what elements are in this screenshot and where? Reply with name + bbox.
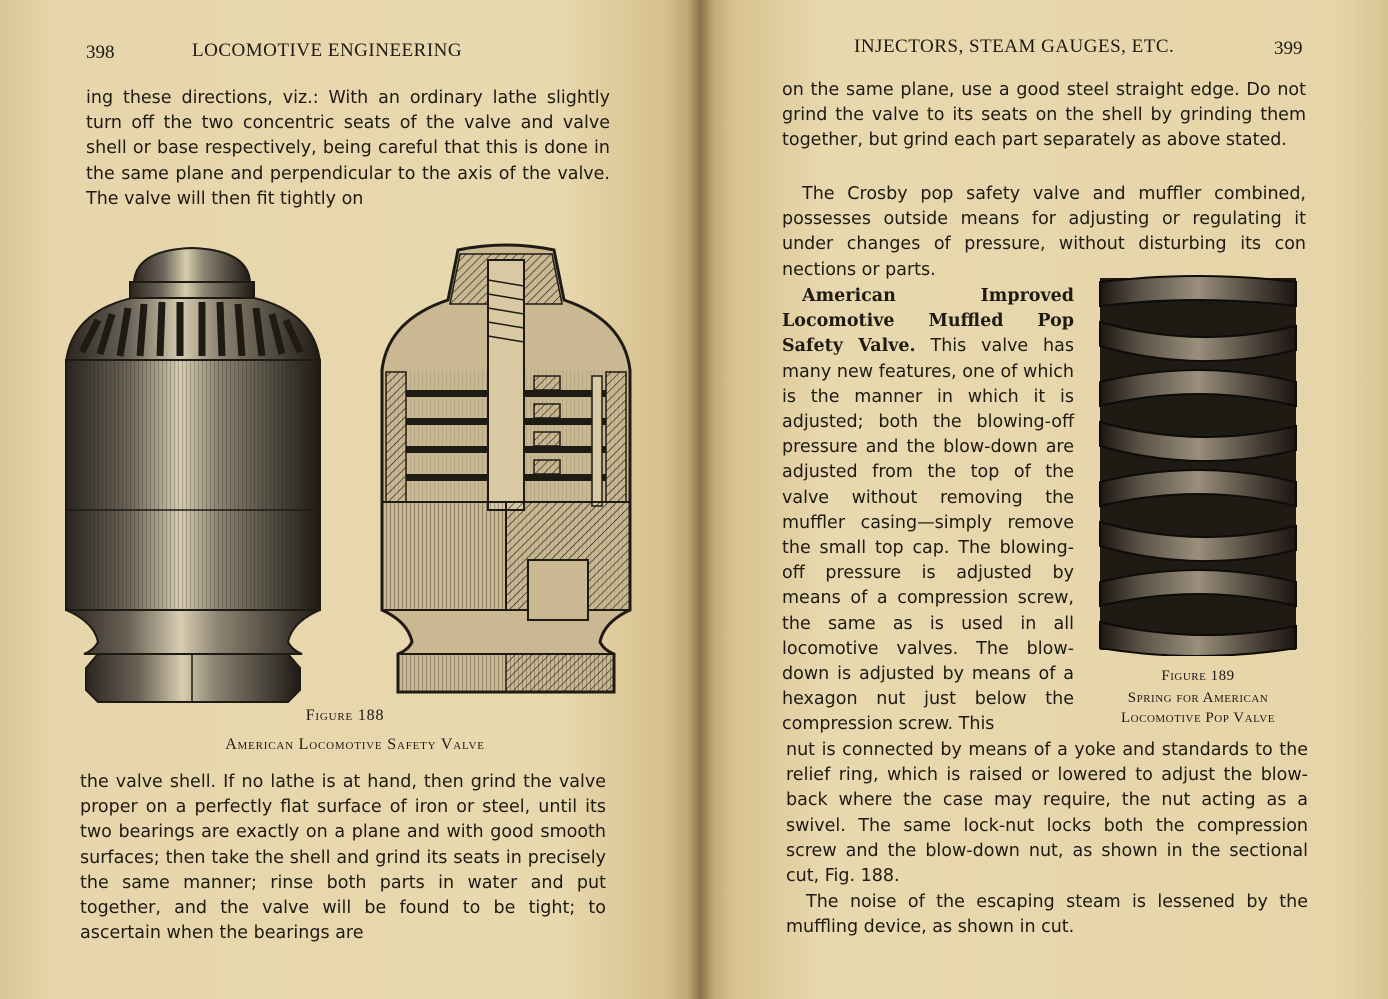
- valve-section-heading: American Improved Locomotive Muffled Pop Safety Valve.: [782, 286, 1074, 357]
- right-paragraph-4-text: The noise of the escaping steam is lessened by the muffling device, as shown in cut.: [786, 892, 1308, 938]
- book-gutter: [688, 0, 714, 999]
- right-paragraph-2-text: The Crosby pop safety valve and muffler combined, possesses outside means for adjusting or regulating it under changes of pressure, without disturbing its con nections or parts.: [782, 184, 1306, 280]
- page-number-right: 399: [1274, 38, 1303, 59]
- left-top-paragraph: ing these directions, viz.: With an ordinary lathe slightly turn off the two concentric seats of the valve and valve shell or base respectively, being careful that this is done in the same plane and perpendicular to the axis of the valve. The valve will then fit tightly on: [86, 88, 610, 209]
- running-head-right: INJECTORS, STEAM GAUGES, ETC.: [854, 36, 1175, 57]
- right-paragraph-2: [782, 182, 1306, 283]
- right-paragraph-3-side: [782, 284, 1074, 738]
- figure-188-caption: American Locomotive Safety Valve: [225, 736, 485, 753]
- left-bottom-paragraph: the valve shell. If no lathe is at hand, then grind the valve proper on a perfectly flat surface of iron or steel, until its two bearings are exactly on a plane and with good smooth surfaces; then take the shell and grind its seats in precisely the same manner; rinse both parts in water and put together, and the valve will be found to be tight; to ascertain when the bearings are: [80, 772, 606, 944]
- safety-valve-section-illustration: [378, 240, 634, 704]
- pop-valve-spring-illustration: [1098, 272, 1298, 656]
- running-head-left: LOCOMOTIVE ENGINEERING: [192, 40, 463, 61]
- right-paragraph-3-side-text: This valve has many new features, one of which is the manner in which it is adjusted; both the blowing-off pressure and the blow-down are adjusted from the top of the valve without removing the muffler casing—simply remove the small top cap. The blowing-off pressure is adjusted by means of a compression screw, the same as is used in all locomotive valves. The blow-down is adjusted by means of a hexagon nut just below the compression screw. This: [782, 336, 1074, 735]
- figure-188-label: Figure 188: [305, 707, 385, 724]
- figure-189-label: Figure 189: [1161, 668, 1235, 684]
- figure-189-caption: Spring for American Locomotive Pop Valve: [1121, 690, 1275, 726]
- safety-valve-exterior-illustration: [62, 242, 324, 704]
- page-number-left: 398: [86, 42, 115, 63]
- right-paragraph-1: on the same plane, use a good steel straight edge. Do not grind the valve to its seats on the shell by grinding them together, but grind each part separately as above stated.: [782, 80, 1306, 151]
- right-page: [700, 0, 1388, 999]
- right-paragraph-4: [786, 890, 1308, 940]
- right-paragraph-3-full: nut is connected by means of a yoke and standards to the relief ring, which is raised or lowered to adjust the blow-back where the case may require, the nut acting as a swivel. The same lock-nut locks both the compression screw and the blow-down nut, as shown in the sectional cut, Fig. 188.: [786, 740, 1308, 887]
